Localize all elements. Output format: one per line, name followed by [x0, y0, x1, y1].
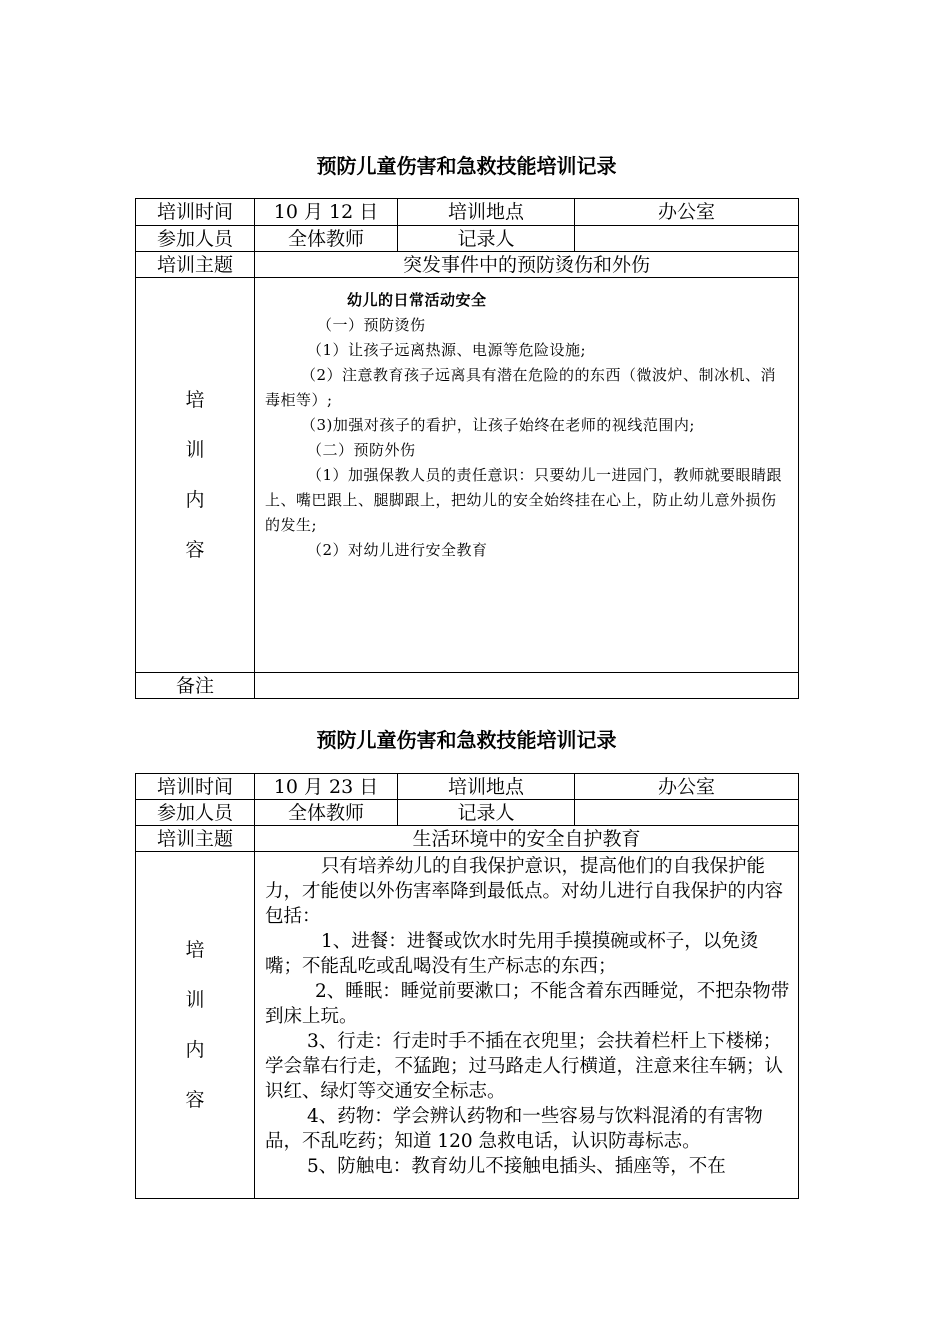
time-value: 10 月 23 日 — [255, 774, 398, 800]
place-value: 办公室 — [575, 774, 799, 800]
content-paragraph: 只有培养幼儿的自我保护意识，提高他们的自我保护能力，才能使以外伤害率降到最低点。对幼儿进行自我保护的内容包括： — [265, 856, 784, 927]
content-label: 培 训 内 容 — [136, 852, 255, 1199]
content-paragraph: （1）加强保教人员的责任意识：只要幼儿一进园门，教师就要眼睛跟上、嘴巴跟上、腿脚跟上，把幼儿的安全始终挂在心上，防止幼儿意外损伤的发生; — [265, 466, 783, 534]
content-paragraph: （3)加强对孩子的看护，让孩子始终在老师的视线范围内; — [301, 416, 695, 434]
participants-label: 参加人员 — [136, 800, 255, 826]
content-paragraph: （2）注意教育孩子远离具有潜在危险的的东西（微波炉、制冰机、消毒柜等）; — [265, 366, 777, 409]
topic-value: 生活环境中的安全自护教育 — [255, 826, 799, 852]
record1-table — [135, 198, 799, 699]
content-paragraph: （2）对幼儿进行安全教育 — [307, 541, 488, 559]
record2-table — [135, 773, 799, 1199]
place-label: 培训地点 — [398, 774, 575, 800]
content-paragraph: （1）让孩子远离热源、电源等危险设施; — [307, 341, 587, 359]
content-heading: 幼儿的日常活动安全 — [347, 291, 487, 309]
remarks-label: 备注 — [136, 673, 255, 699]
content-paragraph: 2、睡眠：睡觉前要漱口；不能含着东西睡觉，不把杂物带到床上玩。 — [265, 981, 790, 1027]
content-paragraph: （二）预防外伤 — [307, 441, 416, 459]
record2-title: 预防儿童伤害和急救技能培训记录 — [316, 728, 617, 752]
remarks-value — [255, 673, 799, 699]
content-body — [255, 852, 799, 1199]
participants-value: 全体教师 — [255, 800, 398, 826]
content-label: 培 训 内 容 — [136, 278, 255, 673]
content-paragraph: 5、防触电：教育幼儿不接触电插头、插座等，不在 — [307, 1156, 726, 1177]
content-paragraph: 3、行走：行走时手不插在衣兜里；会扶着栏杆上下楼梯；学会靠右行走，不猛跑；过马路走人行横道，注意来往车辆；认识红、绿灯等交通安全标志。 — [265, 1031, 784, 1102]
topic-label: 培训主题 — [136, 252, 255, 278]
place-label: 培训地点 — [398, 199, 575, 226]
content-body — [255, 278, 799, 673]
participants-value: 全体教师 — [255, 226, 398, 252]
record1-title: 预防儿童伤害和急救技能培训记录 — [316, 154, 617, 178]
recorder-value — [575, 800, 799, 826]
time-label: 培训时间 — [136, 774, 255, 800]
topic-label: 培训主题 — [136, 826, 255, 852]
recorder-value — [575, 226, 799, 252]
content-paragraph: 1、进餐：进餐或饮水时先用手摸摸碗或杯子，以免烫嘴；不能乱吃或乱喝没有生产标志的东西； — [265, 931, 759, 977]
content-paragraph: 4、药物：学会辨认药物和一些容易与饮料混淆的有害物品，不乱吃药；知道 120 急救电话，认识防毒标志。 — [265, 1106, 763, 1152]
recorder-label: 记录人 — [398, 226, 575, 252]
topic-value: 突发事件中的预防烫伤和外伤 — [255, 252, 799, 278]
participants-label: 参加人员 — [136, 226, 255, 252]
content-paragraph: （一）预防烫伤 — [317, 316, 426, 334]
recorder-label: 记录人 — [398, 800, 575, 826]
place-value: 办公室 — [575, 199, 799, 226]
time-label: 培训时间 — [136, 199, 255, 226]
time-value: 10 月 12 日 — [255, 199, 398, 226]
